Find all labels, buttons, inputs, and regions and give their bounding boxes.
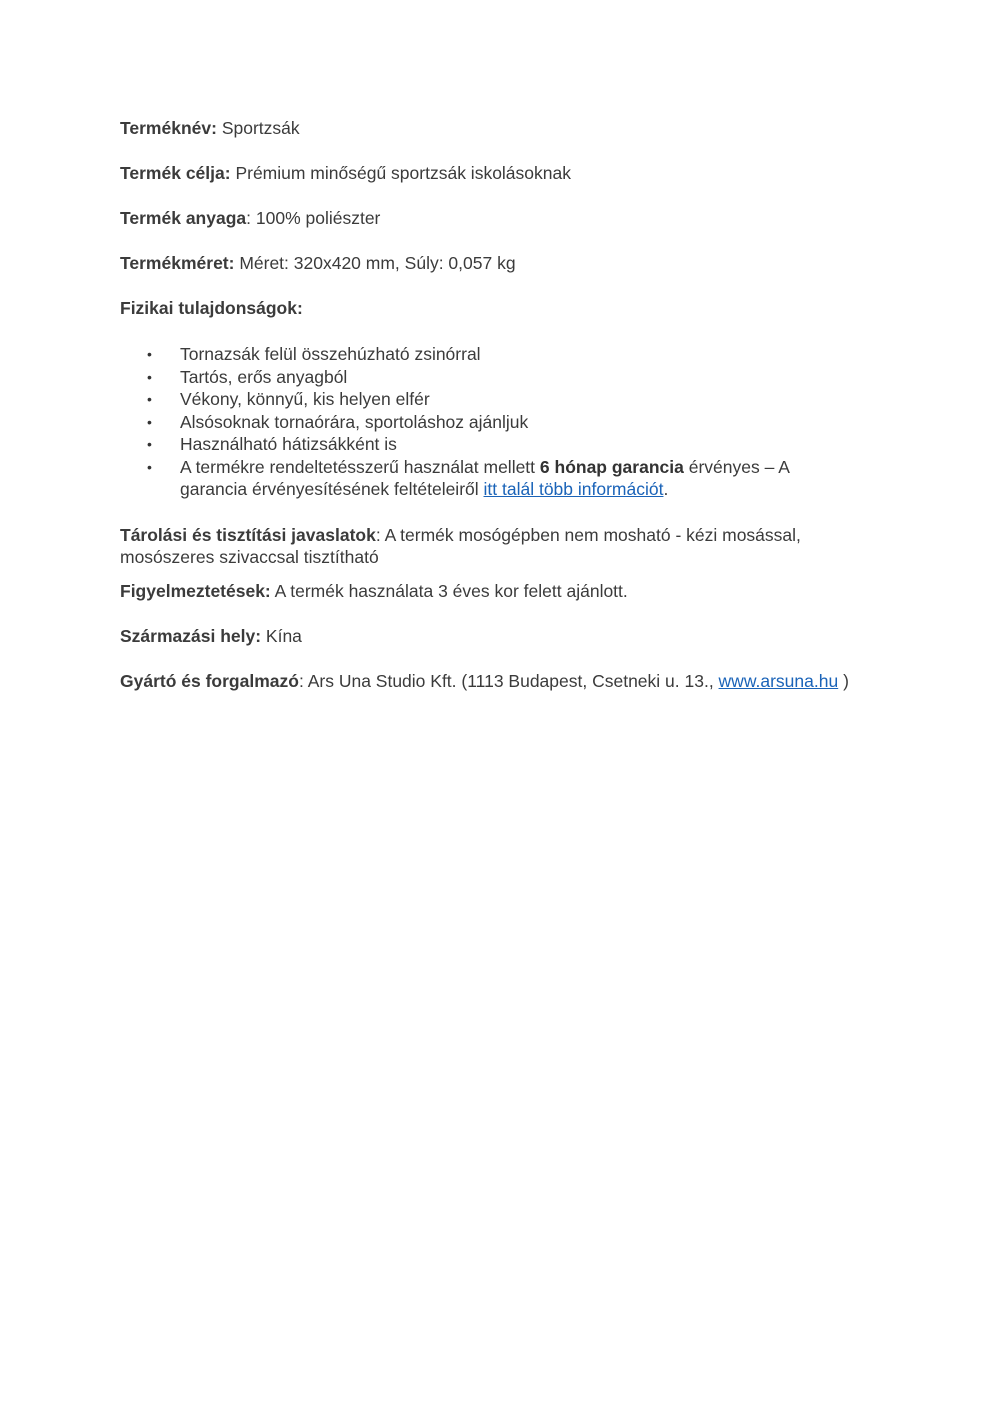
product-name-value: Sportzsák (216, 118, 300, 138)
warnings-line (120, 580, 860, 602)
storage-value: : A termék mosógépben nem mosható - kézi mosással, mosószeres szivaccsal tisztítható (120, 524, 801, 567)
warnings-value: A termék használata 3 éves kor felett ajánlott. (270, 580, 628, 601)
bullet-icon: • (147, 458, 152, 475)
product-name-label: Terméknév: (120, 118, 217, 138)
size-value: Méret: 320x420 mm, Súly: 0,057 kg (234, 253, 516, 273)
list-item-text: Alsósoknak tornaórára, sportoláshoz ajánljuk (180, 411, 529, 432)
manufacturer-end: ) (838, 670, 849, 691)
manufacturer-line (120, 670, 860, 692)
material-value: : 100% poliészter (246, 208, 381, 228)
physical-heading: Fizikai tulajdonságok: (120, 298, 303, 318)
list-item (120, 343, 860, 366)
warranty-end: . (663, 479, 669, 499)
list-item-text: Használható hátizsákként is (180, 434, 397, 454)
document-page (120, 117, 860, 692)
list-item (120, 388, 860, 411)
bullet-icon: • (147, 368, 152, 385)
material-label: Termék anyaga (120, 208, 247, 228)
manufacturer-value: : Ars Una Studio Kft. (1113 Budapest, Csetneki u. 13., (298, 670, 719, 691)
features-list (120, 343, 860, 501)
list-item-text: Vékony, könnyű, kis helyen elfér (180, 389, 430, 409)
material-line (120, 207, 860, 229)
list-item (120, 366, 860, 389)
bullet-icon: • (147, 346, 152, 362)
physical-heading-line (120, 297, 860, 319)
warranty-period: 6 hónap garancia (539, 456, 684, 477)
manufacturer-website-link[interactable]: www.arsuna.hu (718, 670, 839, 691)
origin-value: Kína (261, 625, 302, 646)
size-line (120, 252, 860, 274)
size-label: Termékméret: (120, 253, 235, 273)
list-item-text: Tornazsák felül összehúzható zsinórral (180, 344, 481, 364)
warranty-text-before: A termékre rendeltetésszerű használat mellett (180, 456, 540, 477)
warranty-list-item (120, 456, 860, 501)
product-name-line (120, 117, 860, 139)
warnings-label: Figyelmeztetések: (120, 580, 271, 601)
bullet-icon: • (147, 413, 152, 430)
purpose-value: Prémium minőségű sportzsák iskolásoknak (230, 163, 571, 183)
storage-label: Tárolási és tisztítási javaslatok (120, 524, 376, 545)
storage-line (120, 524, 860, 568)
purpose-line (120, 162, 860, 184)
origin-line (120, 625, 860, 647)
purpose-label: Termék célja: (120, 163, 231, 183)
bullet-icon: • (147, 391, 152, 407)
bullet-icon: • (147, 436, 152, 452)
warranty-info-link[interactable]: itt talál több információt (483, 479, 664, 499)
list-item (120, 411, 860, 434)
manufacturer-label: Gyártó és forgalmazó (120, 670, 299, 691)
list-item-text: Tartós, erős anyagból (180, 366, 348, 387)
origin-label: Származási hely: (120, 625, 262, 646)
list-item (120, 433, 860, 456)
warranty-text-after: érvényes – A garancia érvényesítésének feltételeiről (180, 456, 789, 499)
